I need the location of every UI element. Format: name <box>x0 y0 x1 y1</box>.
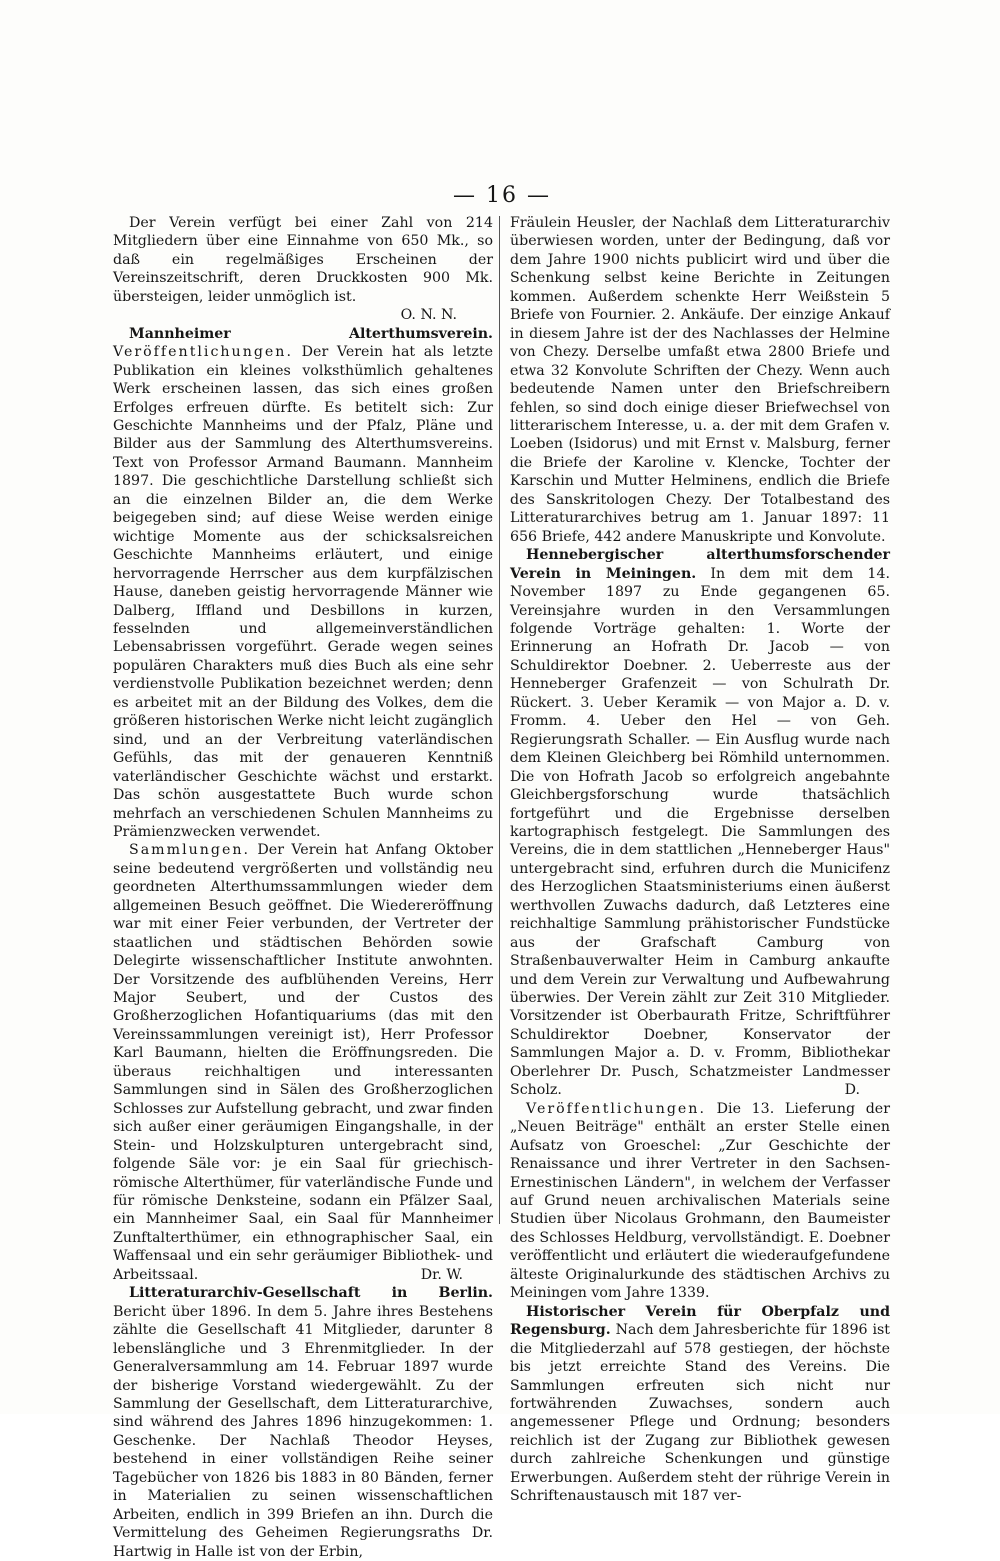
section-historischer-verein-oberpfalz <box>510 1303 890 1506</box>
section-text: Nach dem Jahresberichte für 1896 ist die Mitgliederzahl auf 578 gestiegen, der höchste bis jetzt erreichte Stand des Vereins. Die Sammlungen erfreuten sich nicht nur fortwährenden Zuwachses, sondern auch angemessener Pflege und Ordnung; besonders reichlich ist der Zugang zur Bibliothek gewesen durch zahlreiche Schenkungen und günstige Erwerbungen. Außerdem steht der rührige Verein in Schriftenaustausch mit 187 ver- <box>510 1322 891 1505</box>
section-text: Die 13. Lieferung der „Neuen Beiträge" enthält an erster Stelle einen Aufsatz von Groeschel: „Zur Geschichte der Renaissance und ihrer Vertreter in den Sachsen-Ernestinischen Ländern", in welchem der Verfasser auf Grund neuen archivalischen Materials seine Studien über Nicolaus Grohmann, den Baumeister des Schlosses Heldburg, vervollständigt. E. Doebner veröffentlicht und erläutert die wiederaufgefundene älteste Originalurkunde des städtischen Archivs zu Meiningen vom Jahre 1339. <box>510 1100 890 1302</box>
paragraph-membership-report: Der Verein verfügt bei einer Zahl von 214 Mitgliedern über eine Einnahme von 650 Mk., so daß ein regelmäßiges Erscheinen der Vereinszeitschrift, deren Druckkosten 900 Mk. übersteigen, leider unmöglich ist. <box>113 215 493 305</box>
section-heading: Litteraturarchiv-Gesellschaft in Berlin. <box>129 1285 493 1302</box>
subsection-label-collections: Sammlungen. <box>129 842 251 859</box>
right-column <box>510 214 890 1506</box>
section-text: Der Verein hat als letzte Publikation ein kleines volksthümlich gehaltenes Werk erscheinen lassen, das sich eines großen Erfolges erfreuen dürfte. Es betitelt sich: Zur Geschichte Mannheims und der Pfalz, Pläne und Bilder aus der Sammlung des Alterthumsvereins. Text von Professor Armand Baumann. Mannheim 1897. Die geschichtliche Darstellung schließt sich an die einzelnen Bilder an, die dem Werke beigegeben sind; auf diese Weise werden einige wichtige Momente aus der schicksalsreichen Geschichte Mannheims erläutert, und einige hervorragende Herrscher aus dem kurpfälzischen Hause, daneben geistig hervorragende Männer wie Dalberg, Iffland und Desbillons in kurzen, fesselnden und allgemeinverständlichen Lebensabrissen vorgeführt. Gerade wegen seines populären Charakters muß dies Buch als eine sehr verdienstvolle Publikation bezeichnet werden; denn es arbeitet mit an der Bildung des Volkes, dem die größeren historischen Werke nicht leicht zugänglich sind, und an der Verbreitung vaterländischen Gefühls, das mit der genaueren Kenntniß vaterländischer Geschichte wächst und erstarkt. Das schön ausgestattete Buch wurde schon mehrfach an verschiedenen Schulen Mannheims zu Prämienzwecken verwendet. <box>113 344 493 840</box>
subsection-label-publications: Veröffentlichungen. <box>113 344 293 361</box>
paragraph-publications <box>510 1100 890 1303</box>
section-hennebergischer-verein <box>510 546 890 1100</box>
signature-dr-w: Dr. W. <box>420 1266 463 1283</box>
section-litteraturarchiv-gesellschaft <box>113 1284 493 1561</box>
section-text: Der Verein hat Anfang Oktober seine bedeutend vergrößerten und vollständig neu geordneten Alterthumssammlungen wieder dem allgemeinen Besuch geöffnet. Die Wiedereröffnung war mit einer Feier verbunden, der Vertreter der staatlichen und städtischen Behörden sowie Delegirte wissenschaftlicher Institute anwohnten. Der Vorsitzende des aufblühenden Vereins, Herr Major Seubert, und der Custos des Großherzoglichen Hofantiquariums (das mit den Vereinssammlungen vereinigt ist), Herr Professor Karl Baumann, hielten die Eröffnungsreden. Die überaus reichhaltigen und interessanten Sammlungen sind in Sälen des Großherzoglichen Schlosses zur Aufstellung gebracht, und zwar finden sich außer einer geräumigen Eingangshalle, in der Stein- und Holzskulpturen untergebracht sind, folgende Säle vor: je ein Saal für griechisch-römische Alterthümer, für vaterländische Funde und für römische Denksteine, sodann ein Pfälzer Saal, ein Mannheimer Saal, ein Saal für Mannheimer Zunftalterthümer, ein ethnographischer Saal, ein Waffensaal und ein sehr geräumiger Bibliothek- und Arbeitssaal. <box>113 842 494 1283</box>
signature-d: D. <box>844 1082 860 1099</box>
column-divider <box>499 216 500 1224</box>
section-heading: Mannheimer Alterthumsverein. <box>129 325 493 342</box>
section-text: In dem mit dem 14. November 1897 zu Ende gegangenen 65. Vereinsjahre wurden in den Versammlungen folgende Vorträge gehalten: 1. Worte der Erinnerung an Hofrath Dr. Jacob — von Schuldirektor Doebner. 2. Ueberreste aus der Henneberger Grafenzeit — von Schulrath Dr. Rückert. 3. Ueber Keramik — von Major a. D. v. Fromm. 4. Ueber den Hel — von Geh. Regierungsrath Schaller. — Ein Ausflug wurde nach dem Kleinen Gleichberg bei Römhild unternommen. Die von Hofrath Jacob so erfolgreich angebahnte Gleichbergsforschung wurde thatsächlich fortgeführt und die Ergebnisse derselben kartographisch festgelegt. Die Sammlungen des Vereins, die in dem stattlichen „Henneberger Haus" untergebracht sind, erfuhren durch die Municifenz des Herzoglichen Staatsministeriums einen äußerst werthvollen Zuwachs dadurch, daß Letzteres eine reichhaltige Sammlung prähistorischer Fundstücke aus der Grafschaft Camburg von Straßenbauverwalter Heim in Camburg ankaufte und dem Verein zur Verwaltung und Aufbewahrung überwies. Der Verein zählt zur Zeit 310 Mitglieder. Vorsitzender ist Oberbaurath Fritze, Schriftführer Schuldirektor Doebner, Konservator der Sammlungen Major a. D. v. Fromm, Bibliothekar Oberlehrer Dr. Pusch, Schatzmeister Landmesser Scholz. <box>510 565 890 1099</box>
signature-o-n-n: O. N. N. <box>400 307 457 324</box>
paragraph-collections <box>113 841 493 1284</box>
section-heading: Historischer Verein für Oberpfalz und Regensburg. <box>510 1303 890 1339</box>
section-mannheimer-alterthumsverein <box>113 325 493 842</box>
page-number: — 16 — <box>453 183 551 208</box>
left-column <box>113 214 493 1561</box>
section-text: Bericht über 1896. In dem 5. Jahre ihres Bestehens zählte die Gesellschaft 41 Mitglieder, darunter 8 lebenslängliche und 3 Ehrenmitglieder. In der Generalversammlung am 14. Februar 1897 wurde der bisherige Vorstand wiedergewählt. Zu der Sammlung der Gesellschaft, dem Litteraturarchive, sind während des Jahres 1896 hinzugekommen: 1. Geschenke. Der Nachlaß Theodor Heyses, bestehend in einer vollständigen Reihe seiner Tagebücher von 1826 bis 1883 in 80 Bänden, ferner in Materialien zu seinen wissenschaftlichen Arbeiten, endlich in 399 Briefen an ihn. Durch die Vermittelung des Geheimen Regierungsraths Dr. Hartwig in Halle ist von der Erbin, <box>113 1303 493 1560</box>
paragraph-continuation: Fräulein Heusler, der Nachlaß dem Litteraturarchiv überwiesen worden, unter der Bedingung, daß vor dem Jahre 1900 nichts publicirt wird und über die Schenkung selbst keine Berichte in Zeitungen kommen. Außerdem schenkte Herr Weißstein 5 Briefe von Fournier. 2. Ankäufe. Der einzige Ankauf in diesem Jahre ist der des Nachlasses der Helmine von Chezy. Derselbe umfaßt etwa 2800 Briefe und etwa 32 Konvolute Schriften der Chezy. Wenn auch bedeutende Namen unter den Briefschreibern fehlen, so sind doch einige dieser Briefwechsel von litterarischem Interesse, u. a. der mit dem Grafen v. Loeben (Isidorus) und mit Ernst v. Malsburg, ferner die Briefe der Karoline v. Klencke, Tochter der Karschin und Mutter Helminens, endlich die Briefe des Sanskritologen Chezy. Der Totalbestand des Litteraturarchives betrug am 1. Januar 1897: 11 656 Briefe, 442 andere Manuskripte und Konvolute. <box>510 215 890 545</box>
section-heading: Hennebergischer alterthumsforschender Verein in Meiningen. <box>510 547 890 582</box>
subsection-label-publications: Veröffentlichungen. <box>526 1100 706 1117</box>
